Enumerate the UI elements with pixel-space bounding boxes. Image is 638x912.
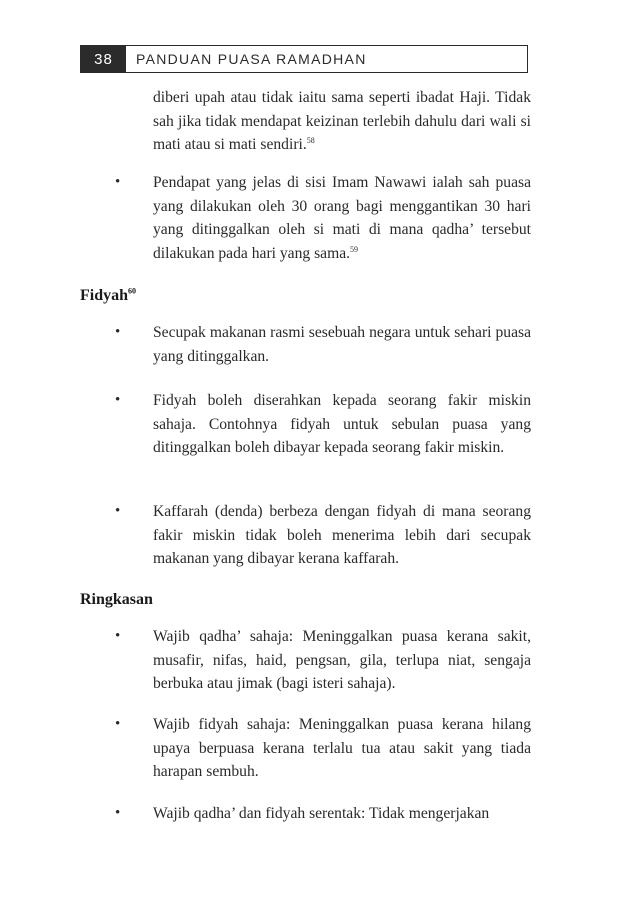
running-header	[80, 45, 528, 73]
page-number: 38	[81, 46, 126, 72]
list-item-text: Pendapat yang jelas di sisi Imam Nawawi ialah sah puasa yang dilakukan oleh 30 orang bagi menggantikan 30 hari yang ditinggalkan oleh si mati di mana qadha’ tersebut dilakukan pada hari yang sama.	[153, 174, 531, 262]
bullet-marker: •	[115, 174, 121, 190]
continued-text: Tidak sah jika tidak mendapat keizinan terlebih dahulu	[153, 89, 531, 130]
bullet-marker: •	[115, 503, 121, 519]
running-title: PANDUAN PUASA RAMADHAN	[136, 51, 367, 67]
footnote-ref-59: 59	[350, 244, 359, 254]
footnote-ref-60: 60	[128, 286, 137, 296]
footnote-ref-58: 58	[306, 135, 315, 145]
section-heading-fidyah	[80, 285, 136, 307]
bullet-marker: •	[115, 324, 121, 340]
bullet-marker: •	[115, 392, 121, 408]
list-item-nawawi	[153, 171, 531, 265]
section-heading-ringkasan: Ringkasan	[80, 591, 153, 608]
list-item: Wajib qadha’ sahaja: Meninggalkan puasa kerana sakit, musafir, nifas, haid, pengsan, gila, terlupa niat, sengaja berbuka atau jimak (bagi isteri sahaja).	[153, 628, 531, 692]
list-item: Secupak makanan rasmi sesebuah negara untuk sehari puasa yang ditinggalkan.	[153, 324, 531, 365]
continued-paragraph	[153, 86, 531, 157]
list-item: Kaffarah (denda) berbeza dengan fidyah di mana seorang fakir miskin tidak boleh menerima lebih dari secupak makanan yang dibayar kerana kaffarah.	[153, 503, 531, 567]
list-item: Fidyah boleh diserahkan kepada seorang fakir miskin sahaja. Contohnya fidyah untuk sebulan puasa yang ditinggalkan boleh dibayar kepada seorang fakir miskin.	[153, 392, 531, 456]
heading-text: Fidyah	[80, 287, 129, 304]
list-item: Wajib qadha’ dan fidyah serentak: Tidak mengerjakan	[153, 805, 490, 822]
bullet-marker: •	[115, 716, 121, 732]
continued-text: diberi upah atau tidak iaitu sama seperti ibadat Haji.	[153, 89, 496, 106]
list-item: Wajib fidyah sahaja: Meninggalkan puasa kerana hilang upaya berpuasa kerana terlalu tua atau sakit yang tiada harapan sembuh.	[153, 716, 531, 780]
continued-text: dari wali si mati atau si mati sendiri.	[153, 112, 531, 153]
bullet-marker: •	[115, 805, 121, 821]
bullet-marker: •	[115, 628, 121, 644]
